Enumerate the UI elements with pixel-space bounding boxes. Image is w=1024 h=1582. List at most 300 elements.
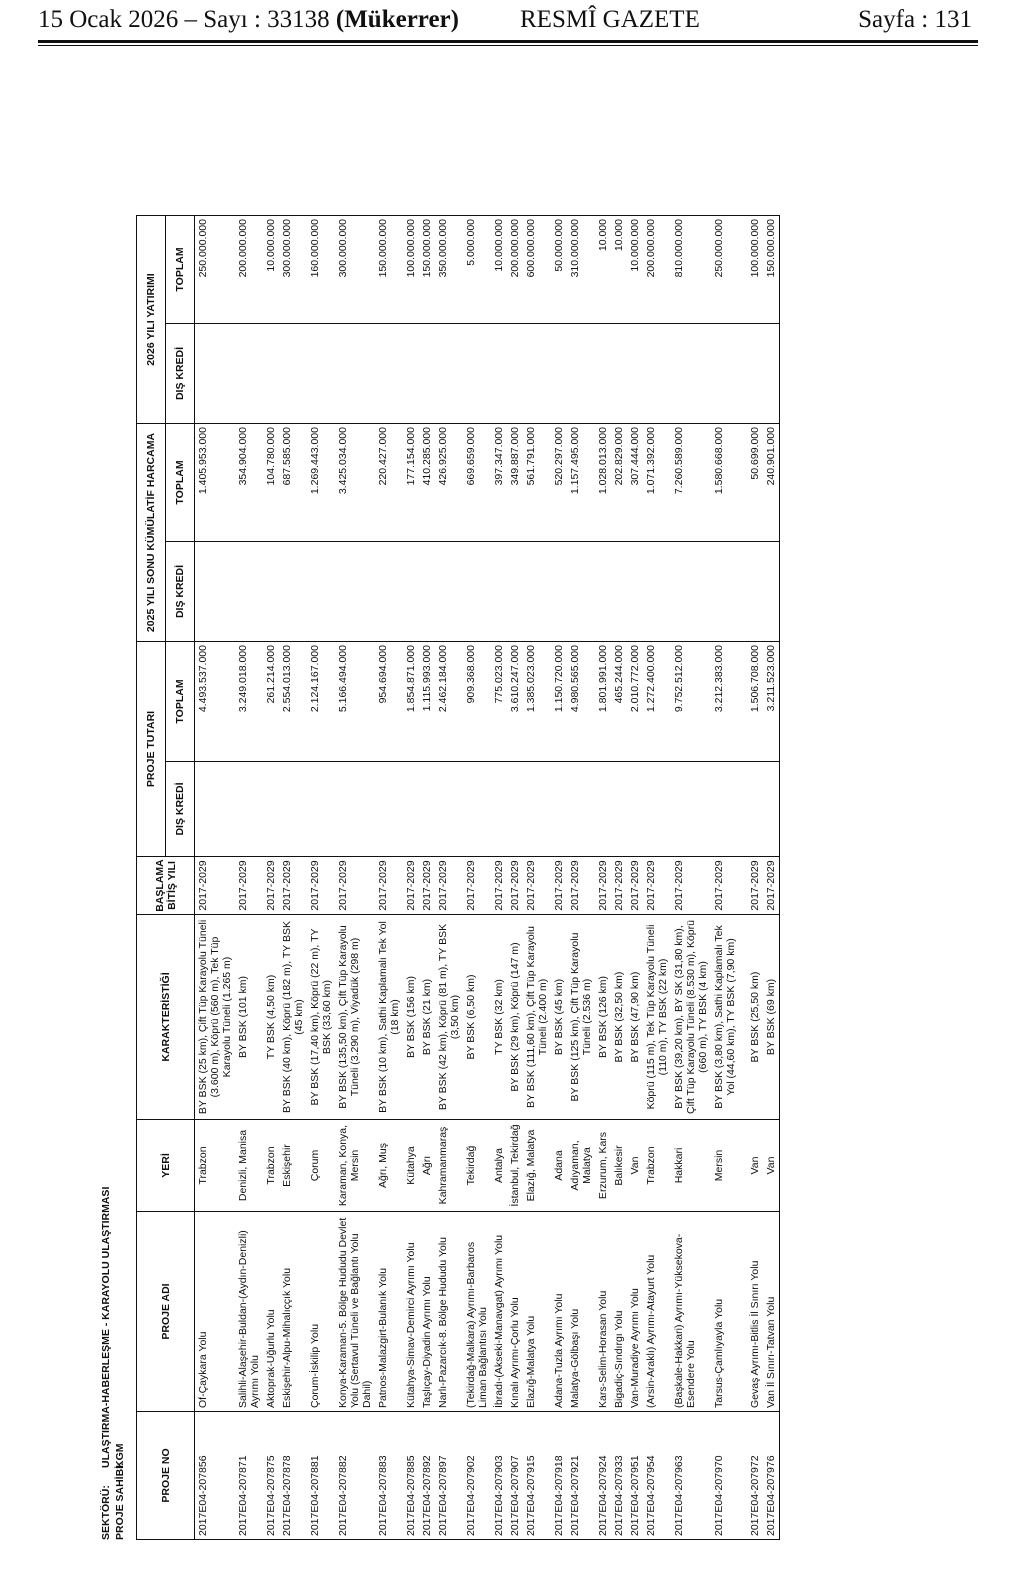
cell-karakteristigi: BY BSK (47,90 km) [627,915,643,1120]
col-baslama-bitis: BAŞLAMA BİTİŞ YILI [137,857,195,915]
cell-proje-adi: Kınalı Ayrımı-Çorlu Yolu [507,1212,523,1412]
cell-kh-dis-kredi [595,542,611,642]
cell-y-dis-kredi [671,324,711,424]
cell-yeri: Van [627,1120,643,1212]
cell-yeri: Tekirdağ [463,1120,491,1212]
cell-proje-adi: Salihli-Alaşehir-Buldan-(Aydın-Denizli) Ayrımı Yolu [235,1212,263,1412]
sector-label: SEKTÖRÜ: [100,1485,112,1540]
cell-yeri: Van [747,1120,763,1212]
cell-kh-dis-kredi [763,542,780,642]
cell-baslama-bitis: 2017-2029 [195,857,236,915]
header-rule-thick [38,40,978,43]
cell-y-toplam: 250.000.000 [711,216,747,324]
col-proje-adi: PROJE ADI [137,1212,195,1412]
cell-baslama-bitis: 2017-2029 [567,857,595,915]
cell-pt-toplam: 4.493.537.000 [195,642,236,762]
table-row [671,216,711,1540]
table-body [195,216,780,1540]
cell-kh-dis-kredi [419,542,435,642]
cell-proje-adi: Narlı-Pazarcık-8. Bölge Hududu Yolu [435,1212,463,1412]
cell-proje-adi: (Başkale-Hakkari) Ayrımı-Yüksekova-Esendere Yolu [671,1212,711,1412]
cell-kh-toplam: 561.791.000 [523,424,551,542]
cell-kh-dis-kredi [627,542,643,642]
rotated-table-area [100,100,870,1540]
cell-pt-dis-kredi [463,762,491,857]
project-table [136,215,780,1540]
table-row [567,216,595,1540]
cell-pt-dis-kredi [711,762,747,857]
cell-karakteristigi: BY BSK (17,40 km), Köprü (22 m), TY BSK (33,60 km) [307,915,335,1120]
cell-kh-toplam: 354.904.000 [235,424,263,542]
cell-pt-dis-kredi [435,762,463,857]
cell-kh-toplam: 1.071.392.000 [643,424,671,542]
col-kh-toplam: TOPLAM [166,424,195,542]
cell-y-toplam: 10.000 [595,216,611,324]
cell-kh-dis-kredi [523,542,551,642]
cell-y-dis-kredi [747,324,763,424]
col-karakteristigi: KARAKTERİSTİĞİ [137,915,195,1120]
cell-pt-toplam: 1.801.991.000 [595,642,611,762]
cell-kh-toplam: 202.829.000 [611,424,627,542]
cell-kh-toplam: 397.347.000 [491,424,507,542]
table-row [551,216,567,1540]
cell-kh-dis-kredi [567,542,595,642]
cell-yeri: Denizli, Manisa [235,1120,263,1212]
cell-karakteristigi: BY BSK (101 km) [235,915,263,1120]
cell-pt-toplam: 2.554.013.000 [279,642,307,762]
cell-kh-dis-kredi [279,542,307,642]
col-proje-no: PROJE NO [137,1412,195,1540]
cell-kh-toplam: 1.028.013.000 [595,424,611,542]
table-row [523,216,551,1540]
cell-yeri: Eskişehir [279,1120,307,1212]
cell-yeri: Adıyaman, Malatya [567,1120,595,1212]
cell-baslama-bitis: 2017-2029 [435,857,463,915]
cell-karakteristigi: BY BSK (135,50 km), Çift Tüp Karayolu Tüneli (3.290 m), Viyadük (298 m) [335,915,375,1120]
cell-kh-dis-kredi [643,542,671,642]
table-row [643,216,671,1540]
cell-kh-toplam: 349.887.000 [507,424,523,542]
cell-proje-no: 2017E04-207933 [611,1412,627,1540]
cell-y-dis-kredi [263,324,279,424]
cell-kh-dis-kredi [307,542,335,642]
cell-proje-adi: Elazığ-Malatya Yolu [523,1212,551,1412]
cell-proje-no: 2017E04-207976 [763,1412,780,1540]
table-row [375,216,403,1540]
cell-proje-adi: Patnos-Malazgirt-Bulanık Yolu [375,1212,403,1412]
cell-karakteristigi: BY BSK (25,50 km) [747,915,763,1120]
cell-proje-adi: Malatya-Gölbaşı Yolu [567,1212,595,1412]
cell-pt-dis-kredi [671,762,711,857]
cell-pt-dis-kredi [335,762,375,857]
cell-pt-toplam: 3.212.383.000 [711,642,747,762]
cell-karakteristigi: Köprü (115 m), Tek Tüp Karayolu Tüneli (110 m), TY BSK (22 km) [643,915,671,1120]
cell-baslama-bitis: 2017-2029 [279,857,307,915]
cell-y-dis-kredi [627,324,643,424]
cell-proje-adi: (Tekirdağ-Malkara) Ayrımı-Barbaros Liman Bağlantısı Yolu [463,1212,491,1412]
cell-proje-no: 2017E04-207915 [523,1412,551,1540]
cell-kh-toplam: 1.157.495.000 [567,424,595,542]
cell-baslama-bitis: 2017-2029 [235,857,263,915]
cell-proje-no: 2017E04-207871 [235,1412,263,1540]
cell-yeri: Trabzon [263,1120,279,1212]
cell-kh-toplam: 7.260.589.000 [671,424,711,542]
cell-y-dis-kredi [235,324,263,424]
cell-yeri: Ağrı, Muş [375,1120,403,1212]
page-number: Sayfa : 131 [858,6,972,33]
cell-pt-toplam: 954.694.000 [375,642,403,762]
cell-proje-no: 2017E04-207881 [307,1412,335,1540]
cell-baslama-bitis: 2017-2029 [335,857,375,915]
table-row [335,216,375,1540]
cell-yeri: Trabzon [643,1120,671,1212]
cell-pt-toplam: 775.023.000 [491,642,507,762]
cell-pt-toplam: 1.150.720.000 [551,642,567,762]
cell-baslama-bitis: 2017-2029 [307,857,335,915]
cell-proje-no: 2017E04-207883 [375,1412,403,1540]
cell-baslama-bitis: 2017-2029 [375,857,403,915]
cell-proje-no: 2017E04-207902 [463,1412,491,1540]
cell-pt-dis-kredi [523,762,551,857]
cell-kh-dis-kredi [375,542,403,642]
cell-y-dis-kredi [763,324,780,424]
cell-proje-no: 2017E04-207885 [403,1412,419,1540]
table-row [419,216,435,1540]
cell-baslama-bitis: 2017-2029 [595,857,611,915]
cell-pt-dis-kredi [403,762,419,857]
cell-y-toplam: 310.000.000 [567,216,595,324]
cell-karakteristigi: BY BSK (39,20 km), BY SK (31,80 km), Çift Tüp Karayolu Tüneli (8.530 m), Köprü (660 m), TY BSK (4 km) [671,915,711,1120]
cell-y-dis-kredi [523,324,551,424]
cell-karakteristigi: BY BSK (126 km) [595,915,611,1120]
table-row [611,216,627,1540]
cell-pt-toplam: 5.166.494.000 [335,642,375,762]
cell-proje-adi: Of-Çaykara Yolu [195,1212,236,1412]
cell-y-toplam: 350.000.000 [435,216,463,324]
cell-karakteristigi: BY BSK (32,50 km) [611,915,627,1120]
cell-y-dis-kredi [551,324,567,424]
table-row [279,216,307,1540]
cell-baslama-bitis: 2017-2029 [403,857,419,915]
cell-proje-adi: Tarsus-Çamlıyayla Yolu [711,1212,747,1412]
cell-proje-adi: Van-Muradiye Ayrımı Yolu [627,1212,643,1412]
cell-y-toplam: 10.000.000 [491,216,507,324]
owner-value: KGM [114,1443,126,1468]
cell-kh-dis-kredi [435,542,463,642]
cell-baslama-bitis: 2017-2029 [263,857,279,915]
cell-baslama-bitis: 2017-2029 [419,857,435,915]
cell-proje-adi: Aktoprak-Uğurlu Yolu [263,1212,279,1412]
cell-kh-toplam: 240.901.000 [763,424,780,542]
col-proje-tutari: PROJE TUTARI [137,642,166,857]
table-row [403,216,419,1540]
cell-proje-adi: Van İl Sınırı-Tatvan Yolu [763,1212,780,1412]
cell-pt-dis-kredi [507,762,523,857]
table-row [463,216,491,1540]
cell-yeri: Antalya [491,1120,507,1212]
cell-karakteristigi: BY BSK (6,50 km) [463,915,491,1120]
cell-proje-adi: Eskişehir-Alpu-Mihalıççık Yolu [279,1212,307,1412]
cell-proje-no: 2017E04-207951 [627,1412,643,1540]
cell-pt-dis-kredi [235,762,263,857]
cell-kh-dis-kredi [263,542,279,642]
cell-kh-toplam: 1.269.443.000 [307,424,335,542]
table-row [763,216,780,1540]
cell-pt-dis-kredi [419,762,435,857]
cell-pt-toplam: 9.752.512.000 [671,642,711,762]
cell-y-dis-kredi [435,324,463,424]
cell-pt-dis-kredi [551,762,567,857]
cell-pt-toplam: 4.980.565.000 [567,642,595,762]
col-y-toplam: TOPLAM [166,216,195,324]
cell-pt-toplam: 2.010.772.000 [627,642,643,762]
cell-y-toplam: 250.000.000 [195,216,236,324]
sector-value: ULAŞTIRMA-HABERLEŞME - KARAYOLU ULAŞTIRMASI [100,1186,112,1468]
cell-baslama-bitis: 2017-2029 [747,857,763,915]
col-pt-dis-kredi: DIŞ KREDİ [166,762,195,857]
owner-label: PROJE SAHİBİ: [114,1462,126,1540]
table-row [195,216,236,1540]
cell-y-toplam: 50.000.000 [551,216,567,324]
cell-yeri: Hakkari [671,1120,711,1212]
cell-karakteristigi: BY BSK (29 km), Köprü (147 m) [507,915,523,1120]
cell-proje-no: 2017E04-207972 [747,1412,763,1540]
cell-kh-dis-kredi [711,542,747,642]
cell-yeri: Adana [551,1120,567,1212]
header-rule-thin [38,45,978,46]
cell-kh-dis-kredi [491,542,507,642]
cell-pt-dis-kredi [195,762,236,857]
cell-y-toplam: 300.000.000 [279,216,307,324]
cell-pt-toplam: 3.211.523.000 [763,642,780,762]
cell-karakteristigi: BY BSK (40 km), Köprü (182 m), TY BSK (45 km) [279,915,307,1120]
cell-y-toplam: 10.000.000 [627,216,643,324]
table-row [307,216,335,1540]
cell-pt-toplam: 465.244.000 [611,642,627,762]
cell-pt-toplam: 1.385.023.000 [523,642,551,762]
cell-pt-toplam: 909.368.000 [463,642,491,762]
cell-kh-dis-kredi [463,542,491,642]
cell-baslama-bitis: 2017-2029 [627,857,643,915]
cell-proje-no: 2017E04-207882 [335,1412,375,1540]
cell-yeri: Balıkesir [611,1120,627,1212]
cell-y-dis-kredi [611,324,627,424]
cell-proje-adi: Kütahya-Simav-Demirci Ayrımı Yolu [403,1212,419,1412]
cell-kh-dis-kredi [403,542,419,642]
cell-karakteristigi: BY BSK (111,60 km), Çift Tüp Karayolu Tüneli (2.400 m) [523,915,551,1120]
col-yatirim: 2026 YILI YATIRIMI [137,216,166,424]
cell-proje-no: 2017E04-207897 [435,1412,463,1540]
cell-baslama-bitis: 2017-2029 [763,857,780,915]
cell-y-toplam: 160.000.000 [307,216,335,324]
cell-proje-adi: Kars-Selim-Horasan Yolu [595,1212,611,1412]
cell-y-dis-kredi [279,324,307,424]
cell-baslama-bitis: 2017-2029 [463,857,491,915]
cell-karakteristigi: BY BSK (3,80 km), Sathi Kaplamalı Tek Yol (44,60 km), TY BSK (7,90 km) [711,915,747,1120]
cell-pt-toplam: 1.272.400.000 [643,642,671,762]
cell-kh-toplam: 1.405.953.000 [195,424,236,542]
cell-karakteristigi: BY BSK (69 km) [763,915,780,1120]
col-kh-dis-kredi: DIŞ KREDİ [166,542,195,642]
table-row [747,216,763,1540]
cell-pt-dis-kredi [595,762,611,857]
cell-pt-dis-kredi [763,762,780,857]
cell-yeri: Mersin [711,1120,747,1212]
table-row [595,216,611,1540]
cell-y-dis-kredi [567,324,595,424]
cell-karakteristigi: TY BSK (32 km) [491,915,507,1120]
table-row [491,216,507,1540]
cell-kh-toplam: 669.659.000 [463,424,491,542]
cell-baslama-bitis: 2017-2029 [643,857,671,915]
cell-karakteristigi: TY BSK (4,50 km) [263,915,279,1120]
cell-proje-no: 2017E04-207878 [279,1412,307,1540]
cell-kh-toplam: 3.425.034.000 [335,424,375,542]
cell-y-dis-kredi [375,324,403,424]
cell-kh-dis-kredi [235,542,263,642]
cell-kh-toplam: 410.285.000 [419,424,435,542]
col-pt-toplam: TOPLAM [166,642,195,762]
mukerrer-label: (Mükerrer) [335,6,459,33]
cell-proje-adi: Taşlıçay-Diyadin Ayrımı Yolu [419,1212,435,1412]
cell-kh-toplam: 220.427.000 [375,424,403,542]
cell-yeri: Karaman, Konya, Mersin [335,1120,375,1212]
cell-pt-toplam: 3.249.018.000 [235,642,263,762]
cell-kh-toplam: 104.780.000 [263,424,279,542]
cell-proje-no: 2017E04-207924 [595,1412,611,1540]
table-row [507,216,523,1540]
cell-kh-dis-kredi [671,542,711,642]
cell-y-dis-kredi [463,324,491,424]
cell-pt-dis-kredi [263,762,279,857]
cell-pt-toplam: 2.124.167.000 [307,642,335,762]
cell-proje-no: 2017E04-207918 [551,1412,567,1540]
cell-y-dis-kredi [419,324,435,424]
cell-kh-toplam: 177.154.000 [403,424,419,542]
col-yeri: YERİ [137,1120,195,1212]
cell-pt-dis-kredi [279,762,307,857]
table-row [263,216,279,1540]
cell-kh-dis-kredi [747,542,763,642]
cell-baslama-bitis: 2017-2029 [711,857,747,915]
table-row [711,216,747,1540]
cell-karakteristigi: BY BSK (125 km), Çift Tüp Karayolu Tüneli (2.536 m) [567,915,595,1120]
cell-proje-adi: İbradı-(Akseki-Manavgat) Ayrımı Yolu [491,1212,507,1412]
col-y-dis-kredi: DIŞ KREDİ [166,324,195,424]
cell-yeri: Elazığ, Malatya [523,1120,551,1212]
cell-pt-dis-kredi [643,762,671,857]
cell-proje-no: 2017E04-207903 [491,1412,507,1540]
cell-y-dis-kredi [595,324,611,424]
cell-karakteristigi: BY BSK (45 km) [551,915,567,1120]
cell-karakteristigi: BY BSK (156 km) [403,915,419,1120]
cell-y-dis-kredi [335,324,375,424]
cell-proje-adi: Adana-Tuzla Ayrımı Yolu [551,1212,567,1412]
cell-y-toplam: 5.000.000 [463,216,491,324]
cell-baslama-bitis: 2017-2029 [491,857,507,915]
cell-pt-toplam: 261.214.000 [263,642,279,762]
cell-y-dis-kredi [195,324,236,424]
cell-proje-adi: (Arsin-Araklı) Ayrımı-Atayurt Yolu [643,1212,671,1412]
cell-kh-toplam: 520.297.000 [551,424,567,542]
cell-pt-dis-kredi [307,762,335,857]
cell-proje-no: 2017E04-207963 [671,1412,711,1540]
cell-pt-dis-kredi [627,762,643,857]
cell-proje-no: 2017E04-207907 [507,1412,523,1540]
cell-y-toplam: 150.000.000 [763,216,780,324]
cell-baslama-bitis: 2017-2029 [551,857,567,915]
cell-yeri: Trabzon [195,1120,236,1212]
cell-proje-adi: Bigadiç-Sındırgı Yolu [611,1212,627,1412]
cell-baslama-bitis: 2017-2029 [611,857,627,915]
cell-yeri: Van [763,1120,780,1212]
col-kumulatif-harcama: 2025 YILI SONU KÜMÜLATİF HARCAMA [137,424,166,642]
cell-proje-no: 2017E04-207875 [263,1412,279,1540]
cell-karakteristigi: BY BSK (10 km), Sathi Kaplamalı Tek Yol (18 km) [375,915,403,1120]
cell-kh-toplam: 1.580.668.000 [711,424,747,542]
cell-kh-toplam: 50.699.000 [747,424,763,542]
cell-karakteristigi: BY BSK (25 km), Çift Tüp Karayolu Tüneli (3.600 m), Köprü (560 m), Tek Tüp Karayolu Tüneli (1.265 m) [195,915,236,1120]
cell-proje-no: 2017E04-207856 [195,1412,236,1540]
cell-y-toplam: 100.000.000 [403,216,419,324]
cell-y-toplam: 10.000.000 [263,216,279,324]
cell-yeri: İstanbul, Tekirdağ [507,1120,523,1212]
cell-y-toplam: 150.000.000 [419,216,435,324]
cell-proje-no: 2017E04-207921 [567,1412,595,1540]
cell-pt-dis-kredi [567,762,595,857]
table-row [435,216,463,1540]
cell-pt-toplam: 1.506.708.000 [747,642,763,762]
cell-proje-no: 2017E04-207954 [643,1412,671,1540]
cell-baslama-bitis: 2017-2029 [671,857,711,915]
cell-y-toplam: 150.000.000 [375,216,403,324]
cell-y-toplam: 300.000.000 [335,216,375,324]
cell-kh-dis-kredi [551,542,567,642]
cell-proje-adi: Gevaş Ayrımı-Bitlis İl Sınırı Yolu [747,1212,763,1412]
sector-info [100,100,136,1540]
cell-pt-dis-kredi [491,762,507,857]
cell-kh-dis-kredi [611,542,627,642]
cell-yeri: Çorum [307,1120,335,1212]
cell-y-toplam: 200.000.000 [235,216,263,324]
cell-y-toplam: 200.000.000 [507,216,523,324]
cell-proje-no: 2017E04-207970 [711,1412,747,1540]
cell-karakteristigi: BY BSK (42 km), Köprü (81 m), TY BSK (3,50 km) [435,915,463,1120]
cell-yeri: Kahramanmaraş [435,1120,463,1212]
cell-kh-toplam: 307.444.000 [627,424,643,542]
cell-pt-toplam: 2.462.184.000 [435,642,463,762]
cell-pt-toplam: 3.610.247.000 [507,642,523,762]
cell-y-toplam: 810.000.000 [671,216,711,324]
cell-kh-toplam: 687.585.000 [279,424,307,542]
cell-y-toplam: 10.000 [611,216,627,324]
cell-pt-dis-kredi [747,762,763,857]
cell-kh-dis-kredi [335,542,375,642]
cell-kh-toplam: 426.925.000 [435,424,463,542]
cell-y-dis-kredi [307,324,335,424]
cell-y-dis-kredi [643,324,671,424]
gazette-title: RESMÎ GAZETE [520,6,700,33]
cell-proje-adi: Konya-Karaman-5. Bölge Hududu Devlet Yolu (Sertavul Tüneli ve Bağlantı Yolu Dahil) [335,1212,375,1412]
cell-pt-toplam: 1.854.871.000 [403,642,419,762]
cell-proje-adi: Çorum-İskilip Yolu [307,1212,335,1412]
cell-y-toplam: 200.000.000 [643,216,671,324]
cell-baslama-bitis: 2017-2029 [523,857,551,915]
cell-y-dis-kredi [507,324,523,424]
cell-yeri: Kütahya [403,1120,419,1212]
cell-y-dis-kredi [711,324,747,424]
cell-yeri: Ağrı [419,1120,435,1212]
